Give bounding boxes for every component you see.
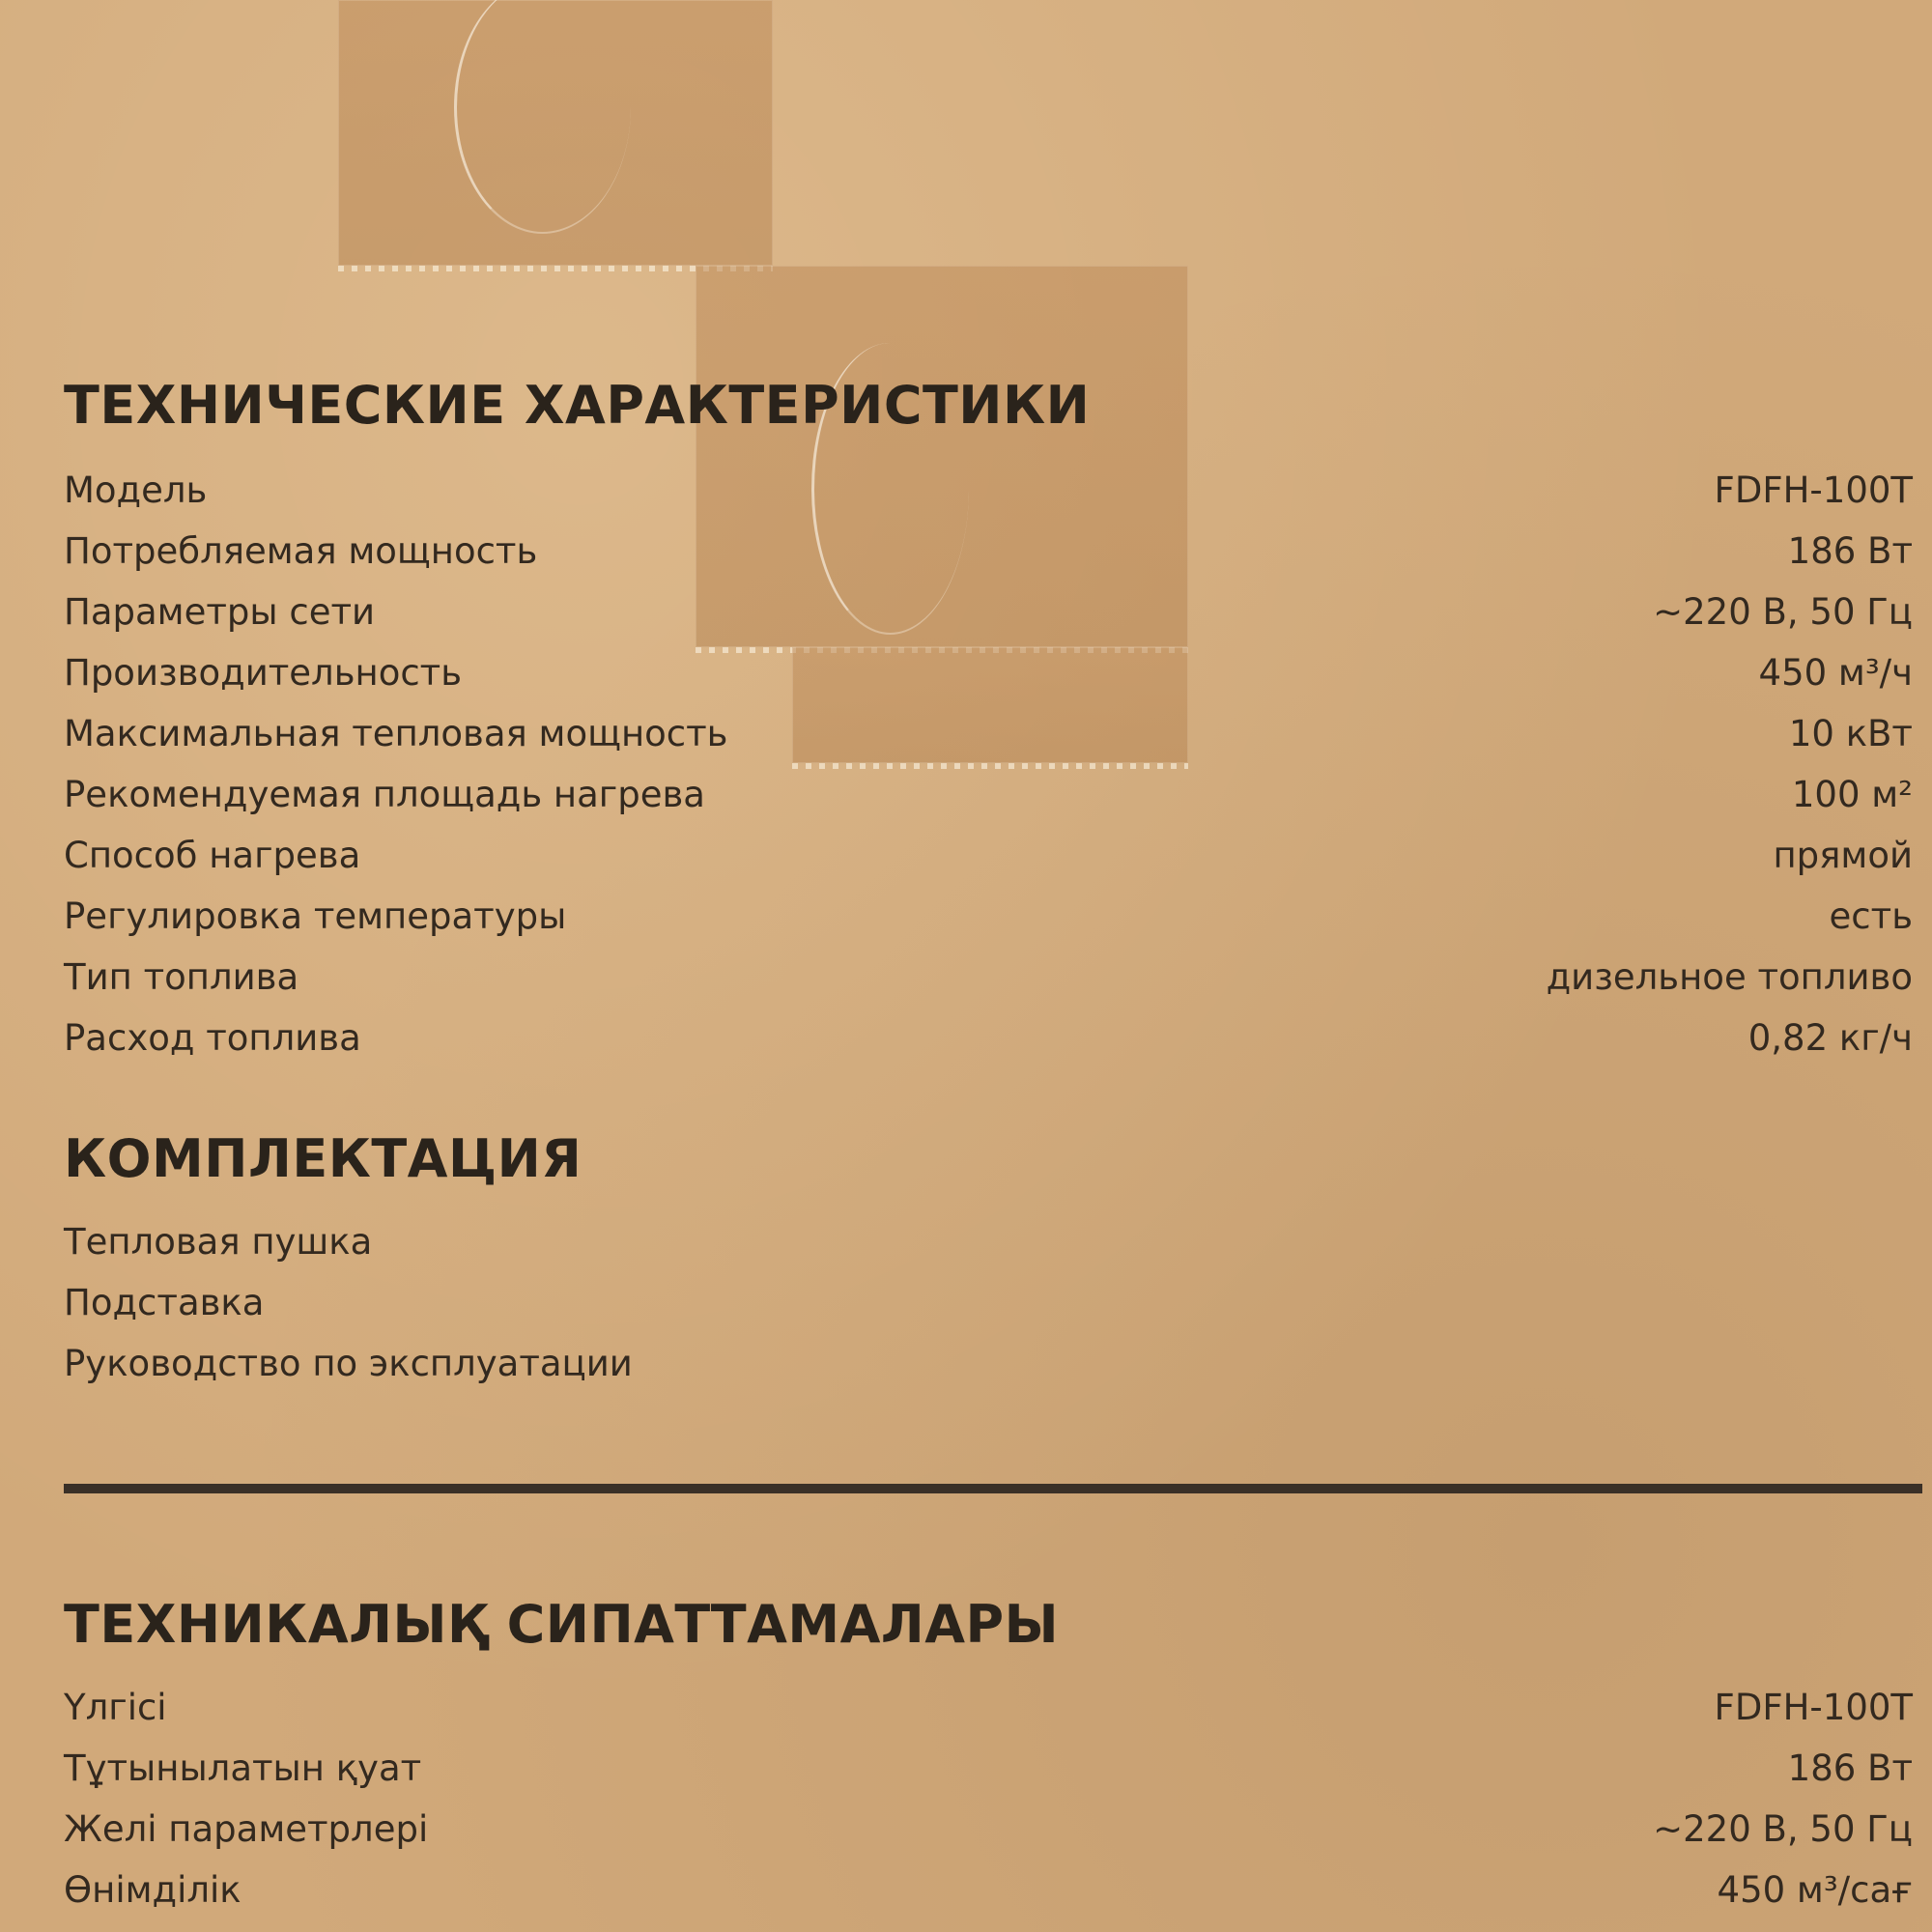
ru-kit-list [64,1211,633,1394]
spec-row-fuel-type [64,947,1913,1008]
spec-row-thermostat [64,886,1913,947]
spec-value: 100 м² [1791,774,1913,815]
tape-crease [454,0,631,234]
spec-row-mains [64,1799,1913,1860]
spec-label: Параметры сети [64,591,376,633]
spec-row-fuel-consumption [64,1008,1913,1068]
spec-row-model [64,460,1913,521]
spec-row-airflow [64,642,1913,703]
ru-specs-list [64,460,1913,1068]
spec-value: ~220 В, 50 Гц [1653,591,1913,633]
packing-tape-top [338,0,773,266]
spec-label: Рекомендуемая площадь нагрева [64,774,705,815]
kz-specs-list [64,1677,1913,1920]
spec-label: Максимальная тепловая мощность [64,713,728,754]
spec-row-power-consumption [64,521,1913,582]
spec-value: FDFH-100T [1714,1687,1913,1728]
spec-label: Тұтынылатын қуат [64,1747,422,1789]
kit-item: Руководство по эксплуатации [64,1343,633,1384]
kz-specs-title: ТЕХНИКАЛЫҚ СИПАТТАМАЛАРЫ [64,1594,1060,1655]
ru-specs-title: ТЕХНИЧЕСКИЕ ХАРАКТЕРИСТИКИ [64,375,1091,436]
spec-label: Желі параметрлері [64,1808,429,1850]
spec-row-heating-method [64,825,1913,886]
spec-row-heating-area [64,764,1913,825]
spec-value: 10 кВт [1788,713,1913,754]
kit-item: Тепловая пушка [64,1221,373,1263]
spec-label: Расход топлива [64,1017,361,1059]
spec-row-power-consumption [64,1738,1913,1799]
spec-label: Өнімділік [64,1869,242,1911]
section-divider [64,1484,1922,1493]
spec-value: прямой [1773,835,1913,876]
spec-value: 450 м³/ч [1758,652,1913,694]
spec-value: ~220 В, 50 Гц [1653,1808,1913,1850]
spec-label: Регулировка температуры [64,895,567,937]
spec-row-max-heat-output [64,703,1913,764]
spec-value: есть [1829,895,1913,937]
ru-kit-title: КОМПЛЕКТАЦИЯ [64,1128,582,1189]
spec-row-model [64,1677,1913,1738]
spec-row-mains [64,582,1913,642]
kit-item: Подставка [64,1282,265,1323]
spec-value: FDFH-100T [1714,469,1913,511]
spec-row-airflow [64,1860,1913,1920]
spec-label: Тип топлива [64,956,299,998]
spec-value: дизельное топливо [1546,956,1913,998]
spec-label: Модель [64,469,208,511]
spec-label: Потребляемая мощность [64,530,538,572]
spec-value: 0,82 кг/ч [1747,1017,1913,1059]
spec-label: Производительность [64,652,463,694]
spec-label: Способ нагрева [64,835,361,876]
spec-value: 186 Вт [1787,530,1913,572]
spec-value: 450 м³/сағ [1717,1869,1913,1911]
spec-label: Үлгісі [64,1687,167,1728]
spec-value: 186 Вт [1787,1747,1913,1789]
